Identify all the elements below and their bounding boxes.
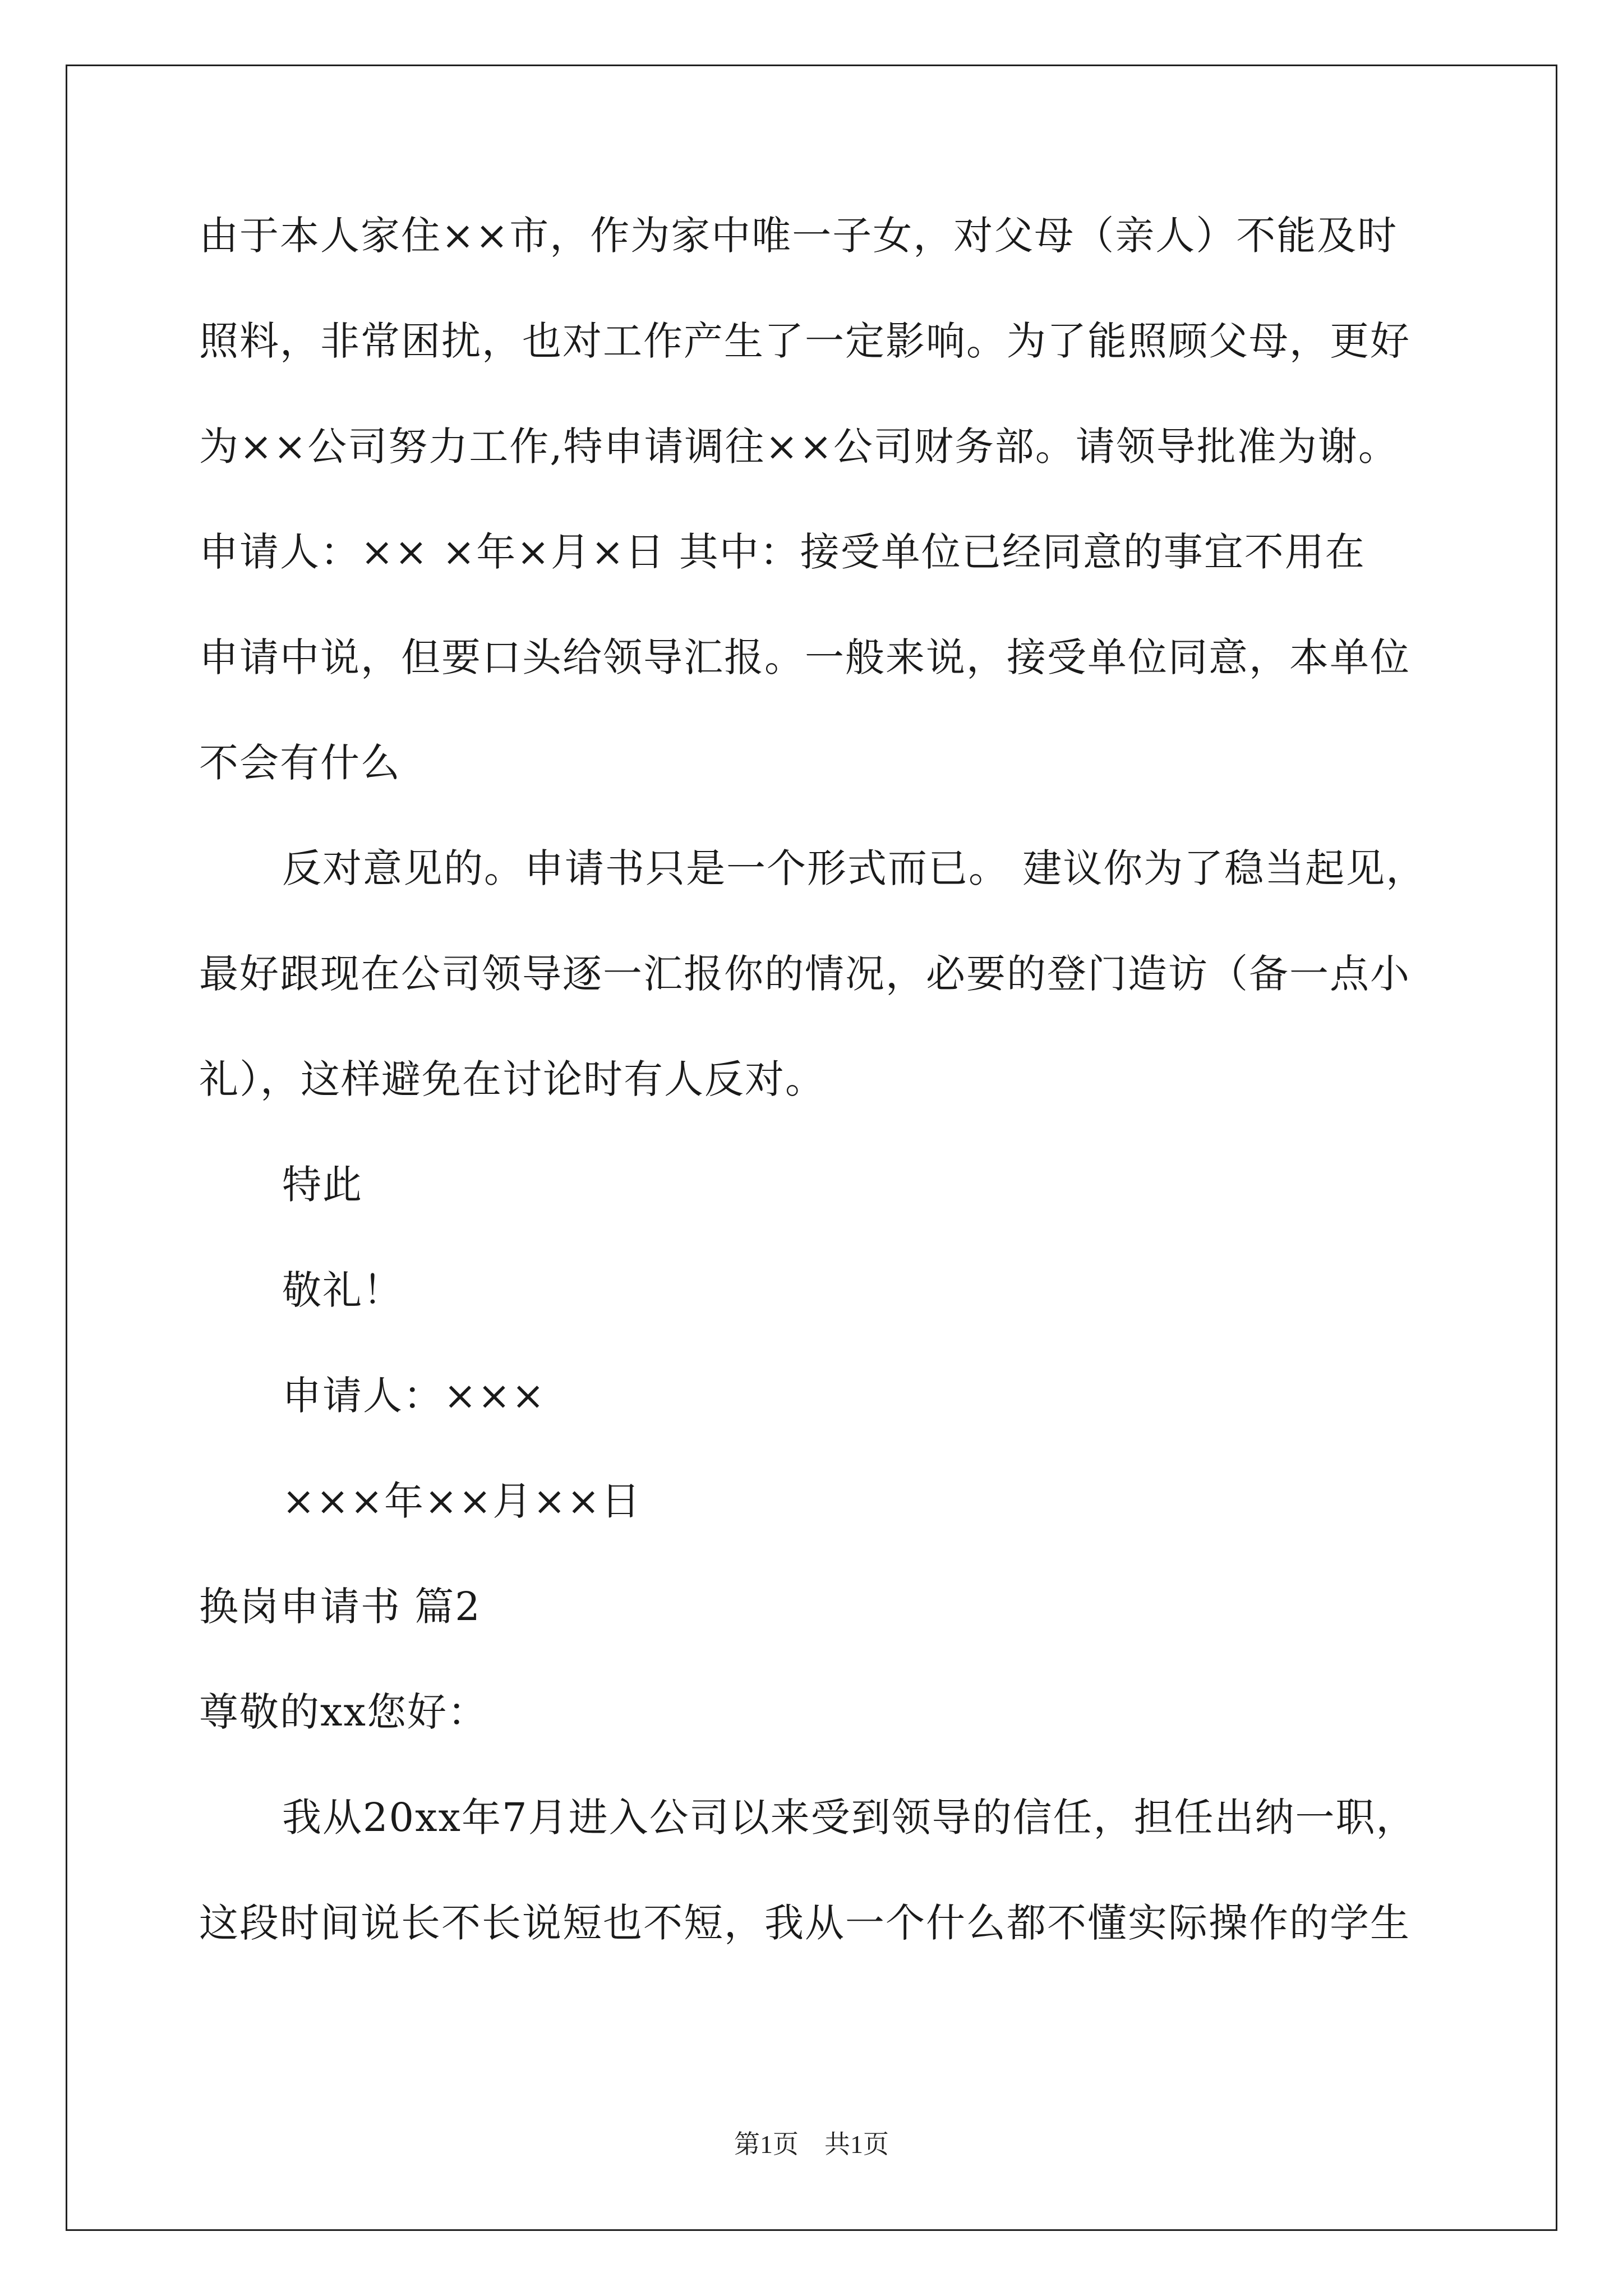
section-heading: 换岗申请书 篇2 — [199, 1584, 481, 1630]
closing-phrase: 特此 — [282, 1162, 363, 1208]
page-footer — [0, 2132, 1623, 2157]
text-line: 我从20xx年7月进入公司以来受到领导的信任，担任出纳一职， — [282, 1795, 1417, 1841]
text-line: 由于本人家住××市，作为家中唯一子女，对父母（亲人）不能及时 — [199, 213, 1398, 259]
text-line: 反对意见的。申请书只是一个形式而已。 建议你为了稳当起见， — [282, 845, 1427, 891]
text-line: 照料，非常困扰，也对工作产生了一定影响。为了能照顾父母，更好 — [199, 318, 1410, 364]
salutation: 敬礼！ — [282, 1267, 403, 1313]
text-line: 申请人：×× ×年×月×日 其中：接受单位已经同意的事宜不用在 — [199, 529, 1366, 575]
text-line: 为××公司努力工作,特申请调往××公司财务部。请领导批准为谢。 — [199, 424, 1399, 470]
applicant-signature: 申请人：××× — [282, 1373, 546, 1419]
text-line: 最好跟现在公司领导逐一汇报你的情况，必要的登门造访（备一点小 — [199, 951, 1410, 997]
page-number-label: 第1页 共1页 — [734, 2130, 889, 2159]
text-line: 不会有什么 — [199, 740, 401, 786]
text-line: 礼），这样避免在讨论时有人反对。 — [199, 1056, 826, 1102]
document-body — [199, 213, 1433, 1946]
text-line: 申请中说，但要口头给领导汇报。一般来说，接受单位同意，本单位 — [199, 634, 1410, 680]
text-line: 这段时间说长不长说短也不短，我从一个什么都不懂实际操作的学生 — [199, 1900, 1410, 1946]
greeting: 尊敬的xx您好： — [199, 1689, 488, 1735]
signature-date: ×××年××月××日 — [282, 1478, 642, 1524]
